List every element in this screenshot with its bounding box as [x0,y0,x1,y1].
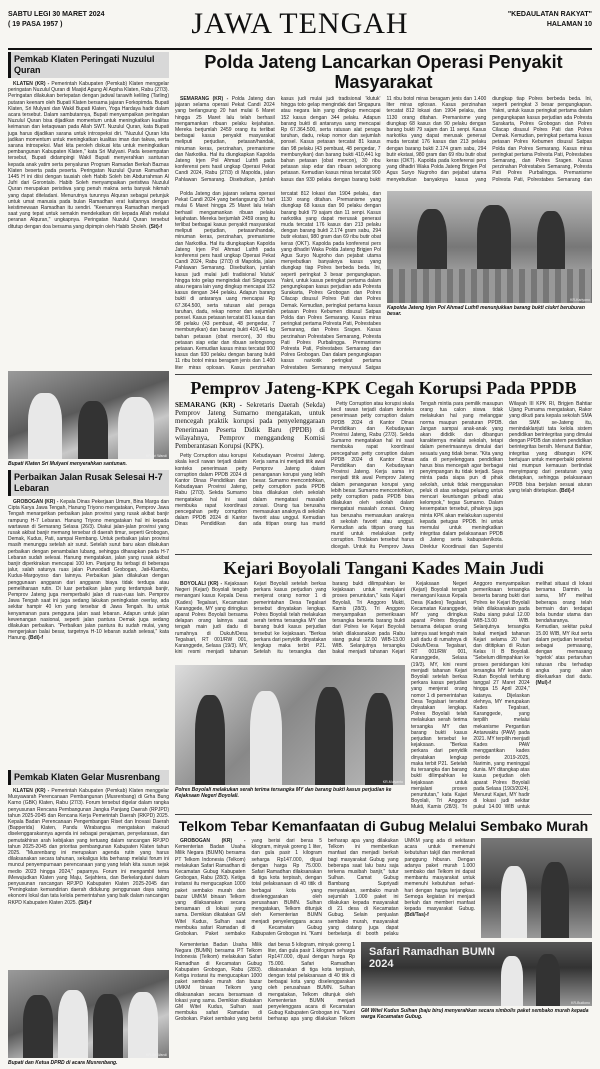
photo-person [477,205,511,279]
article-text-continued: Polda Jateng dan jajaran selama operasi Pekat Candi 2024 yang berlangsung 20 hari mulai 6 Maret hingga 25 Maret lalu telah berhasil mengamankan ribuan pelaku kejahatan. Mereka berjumlah 2459 orang itu terlibat berbagai kasus penyakit masyarakat meliputi perjudian, petasan/handak, minuman keras, perzinahan, premanisme dan Narkotika. Hal itu diungkapkan Kapolda Jateng Irjen Pol Ahmad Luthfi pada konferensi pers hasil ungkap Operasi Pekat Candi 2024, Rabu (27/3) di Mapolda, jalan Pahlawan Semarang. Disebutkan, jumlah kasus judi mulai judi tradisional 'klutuk' hingga toto gelap mengindak dari Singapura atau negara lain yang dingkup mencapai 152 kasus dengan 344 pelaku. Adapun barang bukti di antaranya uang mencapai Rp 67.364.500, serta ratusan alat peraga taruhan, dadu, rekap nomor dan sejumlah ponsel. Kasus petasan tercatat 81 kasus dan 98 pelaku (43 pembuat, 48 pengedar, 7 membunyikan) dan barang bukti 410,441 kg bahan petasan (obat mercon), 30 ribu petasan siap edar dan ribuan selongsong petasan. Kemudian kasus miras tercatat 900 kasus dan 930 pelaku dengan barang bukti 11 ribu botol miras beragam jenis dan 1.400 liter miras oplosan. Kasus perzinahan tercatat 812 lokasi dan 1904 pelaku, dan 1130 orang ditahan. Premanisme yang diungkap 68 kasus dan 90 pelaku dengan barang bukti 79 sajam dan 11 senpi. Kasus narkotika yang dapat merusak generasi muda tercatat 176 kasus dan 213 pelaku dengan barang bukti 2.174 gram sabu, 294 butir ekstasi, 980 gram dan 69 ribu butir obat keras (OKT). Kapolda pada konferensi pers yang dihadiri Waka Polda Jateng Brigjen Pol Agus Suryo Nugroho dan pejabat utama menyebutkan banyaknya kasus yang diungkap tiap Polres berbeda beda. Ini, seperti peringkat 3 besar pengungkapan. Yakni, untuk kasus peringkat pertama dalam pengungkapan kasus perjudian ada Polresta Surakarta, Polres Grobogan dan Polres Cilacap disusul Polres Pati dan Polres Demak. Kemudian, peringkat pertama kasus petasan Polres Kebumen disusul Satpas Polda dan Polres Semarang. Kasus miras peringkat pertama Polresta Pati, Polrestabes Semarang, dan Polres Sragen. Kasus perzinahan Polrestabes Semarang, Polresta Pati Polres Purbalingga. Premanisme Polresta Pati, Polrestabes Semarang dan Polres Grobogan. Dan dalam pengungkapan kasus narkotik peringkat pertama Polrestabes Semarang menyusul Satgas [175,191,381,371]
author-sign: (Bdi)-f [559,487,575,494]
photo-person [315,687,345,785]
photo-person [536,954,560,1006]
article-text-continued: Kejaksaan Negeri (Kejari) Boyolali tengah menangani kasus Kepala Desa (Kades) Tegalsari, Kecamatan Karanggede, MY yang diringkus aparat Polres Boyolali bersama delapan orang lainnya saat tengah main judi dadu di rumahnya di Dukuh/Desa Tegalsari, RT 001/RW 001, Karanggede, Selasa (19/3). MY, kini resmi menjadi tahanan Kejari Boyolali setelah berkas perkara kasus perjudian yang menjerat orang nomor 1 di pemerintahan Desa Tegalsari tersebut dinyatakan lengkap. Polres Boyolali telah melakukan serah terima tersangka MY dan barang bukti kasus perjudian tersebut ke kejaksaan. "Berkas perkara dari penyidik dinyatakan lengkap maka terbit P21. Setelah itu tersangka dan barang bukti dilimpahkan ke kejaksaan untuk menjalani proses penuntutan," kata Kajari Boyolali, Tri Anggoro Mukti, Kamis (28/3). Tri Anggoro menyampaikan pemeriksaan tersangka beserta barang bukti dari Polres ke Kejari Boyolali telah dilaksanakan pada Rabu siang pukul 12.00 WIB-13.00 WIB. Selanjutnya tersangka bakal menjadi tahanan Kejari selama 20 hari dan dititipkan di Rutan Kelas II B Boyolali. "Sebelum dilimpahkan ke proses persidangan kini tersangka MY ketuda di Rutan Boyolali terhitung tanggal 27 Maret 2024 hingga 15 April 2024," katanya. Dijelaskan olehnya, MY merupakan Kades Tegalsari, Karanggede, yang terpilih melalui mekanisme Pergantian Antarwaktu (PAW) pada 2021. MY terpilih menjadi Kades PAW menggantikan kades periode 2019-2025, Narimin, yang meninggal dunia. MY ditangkap atas kasus perjudian oleh aparat Polres Boyolali pada Selasa (19/3/2024). Menurut Kajari, MY hadir di lokasi judi sekitar pukul 14.00 WIB untuk melihat situasi di lokasi bersama Darmin. Ia sama, MY melihat beberapa orang telah bermain dan terdapat bola bundar utama dan bendaharanya. Kemudian, sekitar pukul 15.00 WIB, MY ikut serta dalam perjudian tersebut sebagai pemasang, dengan memasang 'ngetok' atas pertaruhan ratusan ribu terhadap angka yang akan dikeluarkan dari dadu. [411,581,592,811]
photo-person [23,995,53,1058]
photo-bupati-santunan [8,371,169,459]
article-body-bottom [175,191,381,371]
dateline: SEMARANG (KR) - [175,401,243,409]
photo-person [195,695,225,785]
photo-caption: Kapolda Jateng Irjen Pol Ahmad Luthfi menunjukkan barang bukti ciukrt beruburan besar. [387,305,585,317]
right-section [175,52,592,1028]
photo-kapolda-barang-bukti [387,191,592,303]
telkom-article-block [175,838,592,1028]
masthead [8,6,592,50]
article-headline: Polda Jateng Lancarkan Operasi Penyakit Masyarakat [204,52,563,92]
dateline: KLATEN (KR) - [13,788,50,794]
dateline: KLATEN (KR) - [13,81,50,87]
author-sign: (Bdi)-f [28,635,44,642]
article-body [8,788,169,968]
photo-credit: KR-Sri Wandi [145,1053,167,1057]
section-title: JAWA TENGAH [191,7,409,40]
kejari-article-block [175,581,592,811]
article-text: Pemerintah Kabupaten (Pemkab) Klaten menggelar peringatan Nuzulul Quran di Masjid Agung Al Aqsha Klaten, Rabu (27/3). Peringatan dilakukan bertepatan dengan jadwal tarawih keliling (Tarling) putaran keenam oleh Bupati Klaten bersama jajaran Forkopimda. Bupati Klaten, Sri Mulyani dan Wakil Bupati Klaten, Yoga Hardaya hadir dalam acara tersebut. Dalam sambutannya, Bupati menyampaikan peringatan Nuzulul Quran bisa dijadikan momentum untuk meningkatkan kualitas keimanan dan ketaqwaan pada Allah SWT. Nuzulul Quran, kata Bupati juga harus dijadikan sarana untuk introspeksi diri. "Nuzulul Quran kita jadikan momentum untuk meningkatkan kualitas iman dan takwa, serta sarana introspeksi. Mari kita peroleh diskusi kita untuk meningkatkan pembangunan Kabupaten Klaten," kata Sri Mulyani. Pada kesempatan tersebut, Bupati didampingi Wakil Bupati menyerahkan santunan kepada anak yatim serta penyaluran Program Ramadan Berkah Baznas Klaten beserta pada peserta. Peringatan Nuzulul Quran Ramadhan 1445 H ini diisi dengan tausiah oleh Habib Soleh bin Abdurrahman Al Jufri dari Gorontalo. Habib Soleh menyampaikan peristiwa Nuzulul Quran merupakan peristiwa yang penuh makna serta banyak hikmah yang dapat diteladani. Menurutnya turunnya Alquran sebagai petunjuk untuk umat manusia pada bulan Ramadhan erat kaitannya dengan keistimewaan Ramadhan itu sendiri. "Keenamnya Ramadhan menjadi saat yang tepat untuk semakin mendekatkan diri kepada Allah melalui peranan Alquran," ungkapnya. Peringatan Nuzulul Quran tersebut ditutup dengan doa bersama yang dipimpin oleh Habib Sholeh. [8,81,169,230]
dateline: BOYOLALI (KR) - [180,581,223,587]
photo-person [541,862,569,938]
photo-person [501,866,527,938]
photo-person [28,393,62,459]
article-headline: Kejari Boyolali Tangani Kades Main Judi [223,558,544,578]
photo-musrenbang [8,970,169,1058]
photo-caption: GM Witel Kudus Sulhan (baju biru) menyerahkan secara simbolis paket sembako murah kepada warga Kecamatan Gubug. [361,1008,589,1020]
photo-caption: Bupati dan Ketua DPRD di acara Musrenbang. [8,1060,118,1066]
photo-caption: Bupati Klaten Sri Mulyani menyerahkan santunan. [8,461,127,467]
left-column [8,52,169,1069]
article-kejari-boyolali [175,558,592,811]
divider [175,814,592,815]
article-text-continued: Kementerian Badan Usaha Milik Negara (BUMN) bersama PT Telkom Indonesia (Telkom) melakukan Safari Ramadhan di Kecamatan Gubug Kabupaten Grobogan, Rabu (28/3). Ketiga instansi itu mengucapkan 1000 paket sembako murah dan bazar UMKM binaan Telkom yang dilaksanakan secara bersamaan di lokasi yang sama. Demikian dikatakan GM Witel Kudus, Sulhan saat membuka safari Ramadan di Grobokan. Paket sembako yang berisi dari beras 5 kilogram, minyak goreng 1 liter, dan gula pasir 1 kilogram seharga Rp147.000, dijual dengan harga Rp 75.000. Safari Ramadhan dilaksanakan di tiga kota terpisah, dengan total pelaksanaan di 40 titik di berbagai kota yang diselenggarakan oleh perusahaan BUMN. Sulhan mengatakan, Telkom ditunjuk oleh Kementerian BUMN menjadi penyelenggara acara di Kecamatan Gubug Kabupaten Grobogan ini. "Kami berharap apa yang dilakukan Telkom [175,942,355,1023]
article-body-bottom [175,942,355,1028]
photo-person [365,693,393,785]
issue-javanese-date: ( 19 PASA 1957 ) [8,21,63,28]
divider [175,554,592,555]
article-text: Polda Jateng dan jajaran selama operasi Pekat Candi 2024 yang berlangsung 20 hari mulai 6 Maret hingga 25 Maret lalu telah berhasil mengamankan ribuan pelaku kejahatan. Mereka berjumlah 2459 orang itu terlibat berbagai kasus penyakit masyarakat meliputi perjudian, petasan/handak, minuman keras, perzinahan, premanisme dan Narkotika. Hal itu diungkapkan Kapolda Jateng Irjen Pol Ahmad Luthfi pada konferensi pers hasil ungkap Operasi Pekat Candi 2024, Rabu (27/3) di Mapolda, jalan Pahlawan Semarang. Disebutkan, jumlah kasus judi mulai judi tradisional 'klutuk' hingga toto gelap mengindak dari Singapura atau negara lain yang dingkup mencapai 152 kasus dengan 344 pelaku. Adapun barang bukti di antaranya uang mencapai Rp 67.364.500, serta ratusan alat peraga taruhan, dadu, rekap nomor dan sejumlah ponsel. Kasus petasan tercatat 81 kasus dan 98 pelaku (43 pembuat, 48 pengedar, 7 membunyikan) dan barang bukti 410,441 kg bahan petasan (obat mercon), 30 ribu petasan siap edar dan ribuan selongsong petasan. Kemudian kasus miras tercatat 900 kasus dan 930 pelaku dengan barang bukti 11 ribu botol miras beragam jenis dan 1.400 liter miras oplosan. Kasus perzinahan tercatat 812 lokasi dan 1904 pelaku, dan 1130 orang ditahan. Premanisme yang diungkap 68 kasus dan 90 pelaku dengan barang bukti 79 sajam dan 11 senpi. Kasus narkotika yang dapat merusak generasi muda tercatat 176 kasus dan 213 pelaku dengan barang bukti 2.174 gram sabu, 294 butir ekstasi, 980 gram dan 69 ribu butir obat keras (OKT). Kapolda pada konferensi pers yang dihadiri Waka Polda Jateng Brigjen Pol Agus Suryo Nugroho dan pejabat utama menyebutkan banyaknya kasus yang diungkap tiap Polres berbeda beda. Ini, seperti peringkat 3 besar pengungkapan. Yakni, untuk kasus peringkat pertama dalam pengungkapan kasus perjudian ada Polresta Surakarta, Polres Grobogan dan Polres Cilacap disusul Polres Pati dan Polres Demak. Kemudian, peringkat pertama kasus petasan Polres Kebumen disusul Satpas Polda dan Polres Semarang. Kasus miras peringkat pertama Polresta Pati, Polrestabes Semarang, dan Polres Sragen. Kasus perzinahan Polrestabes Semarang, Polresta Pati Polres Purbalingga. Premanisme Polresta Pati, Polrestabes Semarang dan [175,96,592,183]
photo-credit: KR-Mulyanto [382,780,403,784]
article-text: Petty Corruption atau korupsi skala kecil rawan terjadi dalam konteks penerimaan petty corruption dalam PPDB 2024 di Kantor Dinas Pendidikan dan Kebudayaan Provinsi Jateng, Rabu (27/3). Sekda Sumarno mengatakan hal ini saat membuka rapat koordinasi pencegahan petty corruption dalam PPDB 2024 di Kantor Dinas Pendidikan dan Kebudayaan Provinsi Jateng. Kerja sama ini menjadi titik awal Pemprov Jateng dalam penanganan korupsi yang lebih besar. Sumarno mencontohkan, petty corruption pada PPDB bisa dilakukan oleh sekolah dalam mengatasi masalah zonasi. Orang tua berusaha memasukan anaknya di sekolah favorit atau unggul. Kemudian ada titipan orang tua murid [175,453,325,528]
evidence-items [387,269,592,303]
photo-credit: KR-Kariyono [570,298,590,302]
article-headline: Telkom Tebar Kemanfaatan di Gubug Melalui Sembako Murah [178,818,589,834]
photo-person [58,990,88,1058]
issue-date: SABTU LEGI 30 MARET 2024 [8,11,105,18]
article-body-top [175,96,592,188]
kpk-intro-column [175,401,325,551]
article-text: Pemerintah Kabupaten (Pemkab) Klaten menggelar Musyawarah Perencanaan Pembangunan (Musrenbang) di Grha Bung Karno (GBK) Klaten, Rabu (27/3). Forum tersebut digelar dalam rangka penyusunan Rencana Pembangunan Jangka Panjang Daerah (RPJPD) tahun 2025-2045 dan Rencana Kerja Pemerintah Daerah (RKPD) 2025. Kepala Badan Perencanaan Pengembangan Riset dan Inovasi Daerah (Bapperida) Klaten, Pandu Wirabangsa mengatakan maksud diselenggarakannya agenda ini sebagai penajaman, penyelarasan, dan pemutakhiran arah kebijakan yang tertuang dalam rancangan RPJPD tahun 2025-2045 dan prioritas pembangunan Kabupaten Klaten tahun 2025. "Musrenbang ini merupakan agenda rutin yang harus dilaksanakan secara tahunan, sekaligus kita berharap melalui forum ini muncul penyempurnaan perencanaan yang yang telah kita susun sejak medio 2023 hingga 2024," paparnya. Forum ini mengambil tema iMewujudkan Klaten yang Maju, Sejahtera, dan Berkelanjutani dalam penyusunan rancangan RPJPD Kabupaten Klaten 2025-2045 dan "Peningkatan kemandirian daerah didukung penggunaan daya saing ekonomi lokal dan tata kelola pemerintahan yang baik dalam rancangan RKPD Kabupaten Klaten 2025. [8,788,169,906]
photo-person [78,401,108,459]
main-photo-block [387,191,592,320]
article-body-a [175,453,325,529]
intro-text: Sekretaris Daerah (Sekda) Pemprov Jateng Sumarno mengatakan, untuk mencegah praktik korupsi pada penyelenggaraan Penerimaan Peserta Didik Baru (PPDB) di wilayahnya, Pemprov menggandeng Komisi Pemberantasan Korupsi (KPK). [175,401,326,451]
article-text: Kepala Dinas Pekerjaan Umum, Bina Marga dan Cipta Karya Jawa Tengah, Hanung Triyono mengatakan, Pemprov Jawa Tengah menargetkan perbaikan jalan provinsi yang rusak akibat banjir rampung H-7 Lebaran. Hanung Triyono mengatakan hal ini kepada wartawan di Semarang Selasa (26/3). Diakui jalan-jalan provinsi yang rusak akibat banjir memang tersebar di daerah timur, seperti Grobogan, Demak, Kudus, Pati, sampai Rembang. Untuk perbaikan jalan provinsi masih menunggu setelah air surut. Setelah surut baru akan dilakukan perbaikan dengan penambalan lubang, sehingga diharapkan pada H-7 Lebaran sudah selesai. Hanung mengatakan, jalan yang rusak akibat banjir diperkirakan mencapai 100 km. Panjang itu terbagi di beberapa jalur, salah satunya ruas jalan Purwodadi Grobogan, Jati-Klambu, Kudus-Margoyoso dan lainnya. Perbaikan jalan dilakukan dengan penggunaan anggaran dari anggaran biaya tidak terduga atau pemeliharaan rutin. Di luar perbaikan jalan yang terdampak banjir, Pemprov Jateng juga memperbaiki jalan di ruas-ruas lain. Pemprov Jawa Tengah saat ini juga sedang lakukan peningkatan overlay, ada sekitar hampir 40 km yang tersebar di Jawa Tengah. Itu untuk kenyamanan para pengguna jalan saat lebaran. Adapun untuk jalan kewenangan nasional, seperti jalan pantura Demak juga sedang dilakukan perbaikan. "Perbaikan jalan pantura itu sudah mulai, yang mengerjakan balai besar, targetnya H-10 lebaran sudah selesai," kata Hanung. [8,499,169,642]
telkom-photo-block [361,942,592,1023]
article-body-b [331,401,592,551]
author-sign: (Sit)-f [78,899,92,906]
photo-credit: KR-Sri Wandi [145,454,167,458]
article-body-right [411,581,592,811]
article-body-top [175,581,405,661]
photo-credit: KR-Budiono [571,1001,590,1005]
article-body-top [175,838,475,938]
photo-person [93,994,123,1058]
dateline: GROBOGAN (KR) - [180,838,246,844]
article-headline: Perbaikan Jalan Rusak Selesai H-7 Lebaran [8,470,169,496]
main-article-block [175,96,592,371]
dateline: GROBOGAN (KR) - [13,499,59,505]
article-operasi-pekat [175,52,592,371]
article-headline: Pemkab Klaten Gelar Musrenbang [8,770,169,785]
kpk-article-block [175,401,592,551]
photo-person [128,992,158,1058]
masthead-info [508,10,592,30]
publication-name: "KEDAULATAN RAKYAT" [507,11,592,18]
article-intro [175,401,325,450]
article-telkom-sembako [175,818,592,1028]
article-perbaikan-jalan [8,470,169,767]
article-body [8,81,169,369]
kejari-photo-block [175,665,405,802]
article-nuzulul-quran [8,52,169,467]
photo-telkom-top [481,838,592,938]
author-sign: (Sit)-f [148,223,162,230]
article-text: Kejaksaan Negeri (Kejari) Boyolali tengah menangani kasus Kepala Desa (Kades) Tegalsari, Kecamatan Karanggede, MY yang diringkus aparat Polres Boyolali bersama delapan orang lainnya saat tengah main judi dadu di rumahnya di Dukuh/Desa Tegalsari, RT 001/RW 001, Karanggede, Selasa (19/3). MY, kini resmi menjadi tahanan Kejari Boyolali setelah berkas perkara kasus perjudian yang menjerat orang nomor 1 di pemerintahan Desa Tegalsari tersebut dinyatakan lengkap. Polres Boyolali telah melakukan serah terima tersangka MY dan barang bukti kasus perjudian tersebut ke kejaksaan. "Berkas perkara dari penyidik dinyatakan lengkap maka terbit P21. Setelah itu tersangka dan barang bukti dilimpahkan ke kejaksaan untuk menjalani proses penuntutan," kata Kajari Boyolali, Tri Anggoro Mukti, Kamis (28/3). Tri Anggoro menyampaikan pemeriksaan tersangka beserta barang bukti dari Polres ke Kejari Boyolali telah dilaksanakan pada Rabu siang pukul 12.00 WIB-13.00 WIB. Selanjutnya tersangka bakal menjadi tahanan Kejari [175,581,405,656]
author-sign: (Mul)-f [535,680,551,687]
article-text-continued: Petty Corruption atau korupsi skala kecil rawan terjadi dalam konteks penerimaan petty corruption dalam PPDB 2024 di Kantor Dinas Pendidikan dan Kebudayaan Provinsi Jateng, Rabu (27/3). Sekda Sumarno mengatakan hal ini saat membuka rapat koordinasi pencegahan petty corruption dalam PPDB 2024 di Kantor Dinas Pendidikan dan Kebudayaan Provinsi Jateng. Kerja sama ini menjadi titik awal Pemprov Jateng dalam penanganan korupsi yang lebih besar. Sumarno mencontohkan, petty corruption pada PPDB bisa dilakukan oleh sekolah dalam mengatasi masalah zonasi. Orang tua berusaha memasukan anaknya di sekolah favorit atau unggul. Kemudian ada titipan orang tua murid untuk melakukan petty corruption. Tindakan tersebut harus dicegah. Untuk itu Pemprov Jawa Tengah mintia para pemilik masupun orang tua calon siswa tidak melakukan hal yang melanggar norma maupun peraturan PPDB. Jangan sampai anak-anak yang akan dididik dan dibangun karakternya melalui sekolah, tetapi dalam penerimaannya dimulai dari sesuatu yang tidak benar. "Kita yang ada di penyelenggara pendidikan harus bisa mencegah agar berbagai penyimpangan itu tidak terjadi. Saya minta pada siapa pun di pihak sekolah, untuk tidak menggunakan peluk di atas sebagai peluang untuk mencari keuntungan pribadi atau kelompok," tegas Sumarno. Dalam kesempatan tersebut, pihaknya juga minta KPK akan melakukan supervisi kepada petugas PPDB. Ini untuk memulai untuk meningkatkan integritas dalam pelaksanaan PPDB di Jateng serta kabupaten/kota. Direktur Koordinasi dan Supervisi Wilayah III KPK RI, Brigjen Bahtiar Ujang Purnama mengatakan, Rakor yang dikuti para kepala sekolah SMA dan SMK se-Jateng itu, menindaklanjuti tata kelola sistem pendidikan berintegritas yang dimulai dengan PPDB dan sistem pendidikan berintegritas bersih. Menurut Bahtiar, integritas yang dibangun KPK bertujuan untuk memperbaiki potensi niat mumpun kemauan bertindak menyimpang dari peraturan yang ditetapkan, sehingga pelaksanaan PPDB bisa berjalan sesuai aturan yang telah ditetapkan. [331,401,592,550]
article-musrenbang [8,770,169,1066]
article-headline: Pemkab Klaten Peringati Nuzulul Quran [8,52,169,78]
author-sign: (Bdi/Tas)-f [404,912,429,919]
divider [175,374,592,375]
article-headline: Pemprov Jateng-KPK Cegah Korupsi Pada PPDB [190,378,577,398]
photo-caption: Polres Boyolali melakukan serah terima tersangka MY dan barang bukti kasus perjudian ke Kejaksaan Negeri Boyolali. [175,787,392,799]
photo-safari-ramadhan [361,942,592,1006]
photo-person [118,397,154,459]
article-body [8,499,169,767]
article-text: Kementerian Badan Usaha Milik Negara (BUMN) bersama PT Telkom Indonesia (Telkom) melakukan Safari Ramadhan di Kecamatan Gubug Kabupaten Grobogan, Rabu (28/3). Ketiga instansi itu mengucapkan 1000 paket sembako murah dan bazar UMKM binaan Telkom yang dilaksanakan secara bersamaan di lokasi yang sama. Demikian dikatakan GM Witel Kudus, Sulhan saat membuka safari Ramadan di Grobokan. Paket sembako yang berisi dari beras 5 kilogram, minyak goreng 1 liter, dan gula pasir 1 kilogram seharga Rp147.000, dijual dengan harga Rp 75.000. Safari Ramadhan dilaksanakan di tiga kota terpisah, dengan total pelaksanaan di 40 titik di berbagai kota yang diselenggarakan oleh perusahaan BUMN. Sulhan mengatakan, Telkom ditunjuk oleh Kementerian BUMN menjadi penyelenggara acara di Kecamatan Gubug Kabupaten Grobogan ini. "Kami berharap apa yang dilakukan Telkom ini memberikan manfaat dan menjadi berkah bagi masyarakat Gubug yang beberapa saat lalu baru saja terkena musibah banjir," tutur Sulhan. Camat Gubug Bambang Supriyadi menyatakan, sembako murah sejumlah 1.000 paket ini dilakukan kepada masyarakat di 21 desa di Kecamatan Gubug. Selain penjualan sembako murah, masyarakat yang datang juga dapat berbelanja di booth pelaku UMKM yang ada di sekitaran acara untuk memenuhi kebutuhan takjil dan menikmati panggung hiburan. Dengan adanya paket murah 1.000 sembako dari Telkom ini dapat membantu masyarakat untuk memenuhi kebutuhan sehari-hari dengan harga terjangkau. Semoga kegiatan ini menjadi berkah dan memberi manfaat kepada masyarakat Gubug. [175,838,475,938]
dateline: SEMARANG (KR) - [180,96,229,102]
page-number: HALAMAN 10 [546,21,592,28]
photo-serah-terima [175,665,405,785]
photo-person [250,691,282,785]
banner-text: Safari Ramadhan BUMN 2024 [369,946,495,970]
photo-person [501,956,523,1006]
article-kpk-ppdb [175,378,592,551]
